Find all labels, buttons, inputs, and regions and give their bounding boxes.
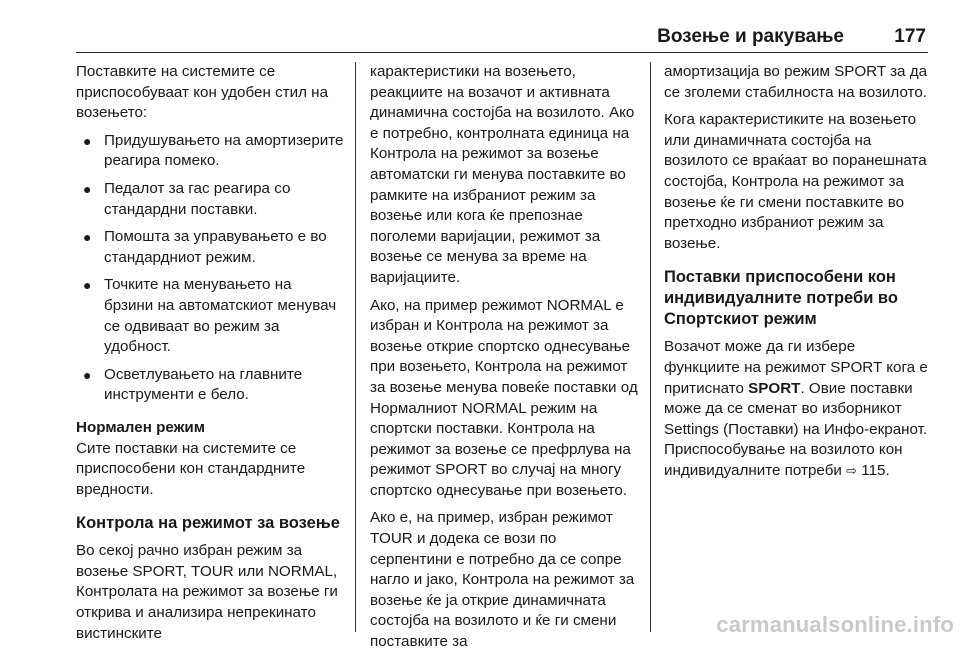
list-item: ● Помошта за управувањето е во стандардниот режим. (83, 228, 327, 266)
list-item: ● Придушувањето на амортизерите реагира помеко. (83, 131, 344, 170)
drive-mode-control-heading: Контрола на режимот за возење (76, 514, 340, 533)
bullet-icon: ● (83, 277, 92, 294)
bullet-icon: ● (83, 366, 92, 383)
intro-paragraph: Поставките на системите се приспособуваат кон удобен стил на возењето: (76, 63, 329, 122)
bullet-icon: ● (83, 180, 92, 197)
column-2 (370, 62, 638, 660)
paragraph: карактеристики на возењето, реакциите на возачот и активната динамична состојба на возилото. Ако е потребно, контролната единица на Контрола на режимот за возење автоматски ги менува поставките во рамките на избраниот режим за возење или кога ќе препознае поголеми варијации, режимот за возење се менува за време на варијациите. (370, 63, 635, 286)
page-reference-icon: ⇨ (846, 462, 858, 478)
column-divider (355, 62, 356, 632)
bullet-icon: ● (83, 229, 92, 246)
comfort-list (76, 131, 344, 406)
normal-mode-text: Сите поставки на системите се приспособени кон стандардните вредности. (76, 439, 306, 498)
bullet-icon: ● (83, 132, 92, 149)
list-item: ● Педалот за гас реагира со стандардни поставки. (83, 179, 291, 218)
paragraph: Ако е, на пример, избран режимот TOUR и додека се вози по серпентини е потребно да се сопре нагло и јако, Контрола на режимот за возење ќе ја открие динамичната состојба на возилото и ќе ги смени поставките за (370, 509, 635, 651)
watermark: carmanualsonline.info (716, 612, 954, 637)
column-1 (76, 62, 344, 651)
page-number: 177 (894, 26, 926, 47)
list-item: ● Точките на менувањето на брзини на автоматскиот менувач се одвиваат во режим за удобност. (83, 276, 337, 356)
section-title: Возење и ракување (657, 26, 844, 47)
paragraph: Кога карактеристиките на возењето или динамичната состојба на возилото се враќаат во поранешната состојба, Контрола на режимот за возење ќе ги смени поставките во претходно избраниот режим за возење. (664, 111, 927, 252)
normal-mode-heading: Нормален режим (76, 418, 205, 436)
paragraph: Ако, на пример режимот NORMAL е избран и Контрола на режимот за возење открие спортско однесување при возењето, Контрола на режимот за возење менува повеќе поставки од Нормалниот NORMAL режим на спортски поставки. Контрола на режимот за возење се префрлува на режимот SPORT во случај на многу спортско однесување при возењето. (370, 296, 638, 499)
list-item: ● Осветлувањето на главните инструменти е бело. (83, 365, 303, 404)
page-header (76, 26, 928, 53)
page-reference[interactable]: 115. (861, 461, 890, 479)
paragraph: Возачот може да ги избере функциите на режимот SPORT кога е притиснато SPORT. Овие поставки може да се сменат во изборникот Settings (Поставки) на Инфо-екранот. Приспособување на возилото кон индивидуалните потреби ⇨ 115. (664, 338, 928, 479)
sport-button-label: SPORT (748, 379, 801, 397)
column-3 (664, 62, 932, 489)
paragraph: амортизација во режим SPORT за да се зголеми стабилноста на возилото. (664, 63, 928, 101)
sport-custom-heading: Поставки приспособени кон индивидуалните потреби во Спортскиот режим (664, 268, 898, 329)
column-divider (650, 62, 651, 632)
drive-mode-control-text: Во секој рачно избран режим за возење SPORT, TOUR или NORMAL, Контролата на режимот за возење ги открива и анализира непрекинато вистинските (76, 542, 338, 642)
